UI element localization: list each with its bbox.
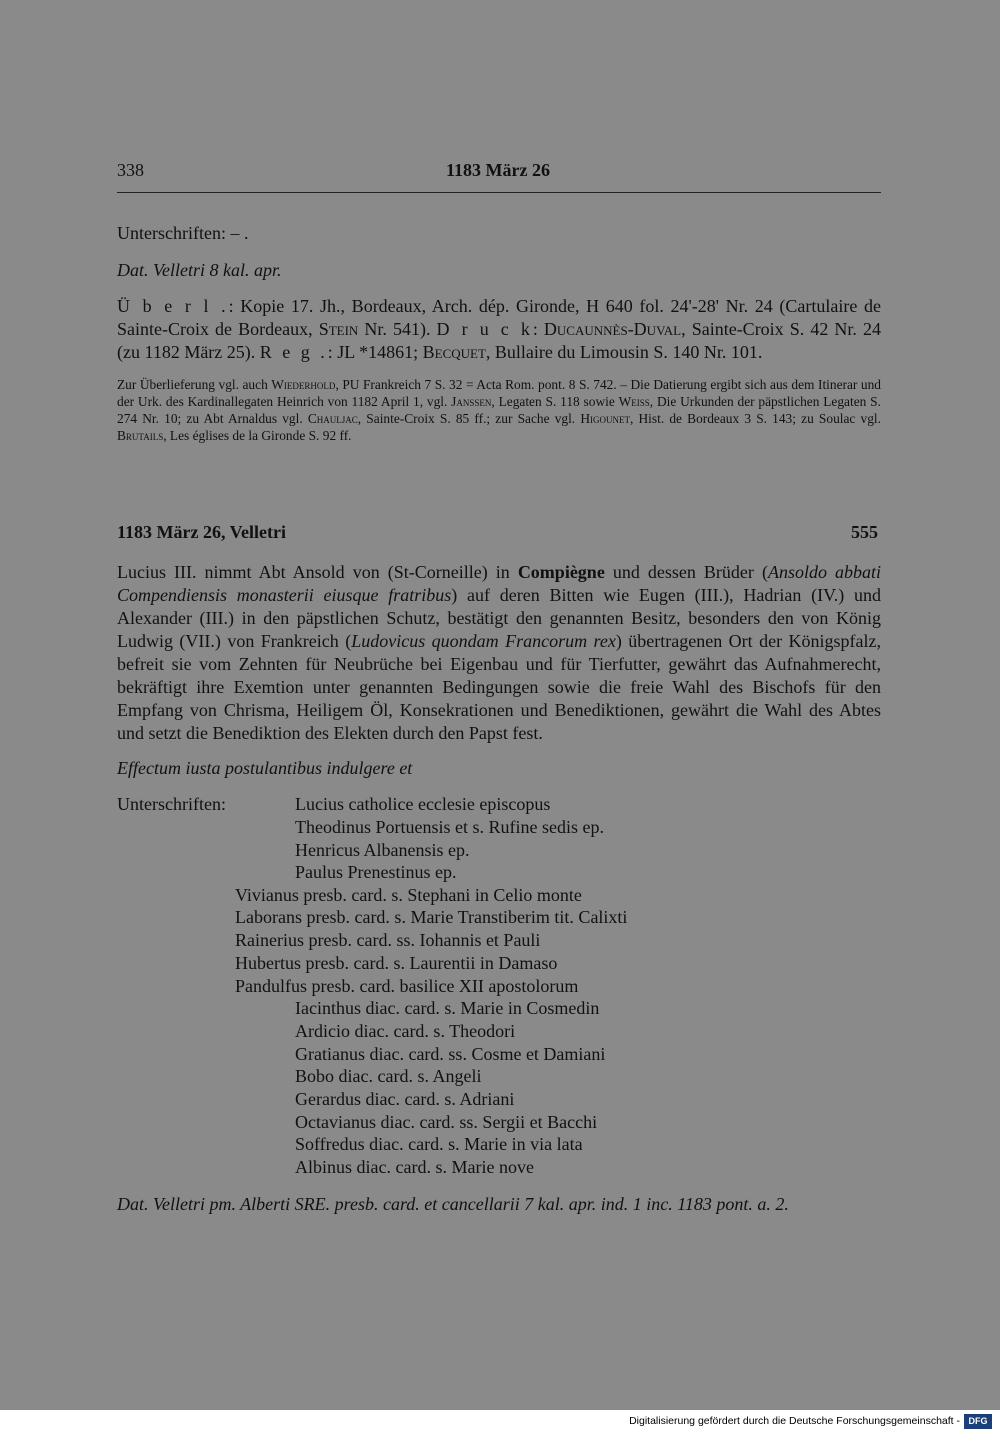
note-text-7: , Les églises de la Gironde S. 92 ff. — [163, 428, 352, 443]
uberl-label: Ü b e r l . — [117, 296, 229, 316]
subscription-line: Rainerius presb. card. ss. Iohannis et Pauli — [235, 930, 541, 950]
note-chauljac: Chauljac — [307, 411, 358, 426]
subscription-line: Iacinthus diac. card. s. Marie in Cosmedin — [295, 998, 600, 1018]
note-janssen: Janssen — [451, 394, 492, 409]
header-rule — [117, 192, 881, 193]
stein-ref: Stein — [318, 319, 359, 339]
becquet-ref: Becquet — [422, 342, 486, 362]
note-wiederhold: Wiederhold — [271, 377, 336, 392]
druck-label: D r u c k — [436, 319, 533, 339]
note-weiss: Weiss — [618, 394, 650, 409]
regest-quote-1: Ansoldo abbati Compendiensis monasterii eiusque fratribus — [117, 562, 881, 605]
subscription-line: Albinus diac. card. s. Marie nove — [295, 1157, 534, 1177]
note-brutails: Brutails — [117, 428, 164, 443]
prev-date-line: Dat. Velletri 8 kal. apr. — [117, 260, 282, 280]
footer-bar — [0, 1410, 1000, 1434]
subscription-line: Gerardus diac. card. s. Adriani — [295, 1089, 515, 1109]
note-text-5: , Sainte-Croix S. 85 ff.; zur Sache vgl. — [357, 411, 581, 426]
druck-text: , Sainte-Croix S. 42 Nr. 24 (zu 1182 März 25). — [117, 319, 881, 362]
regest-place: Compiègne — [517, 562, 605, 582]
subscription-line: Ardicio diac. card. s. Theodori — [295, 1021, 516, 1041]
page-number: 338 — [117, 160, 144, 180]
prev-subscriptions: Unterschriften: – . — [117, 223, 249, 243]
regest-text-2: und dessen Brüder ( — [604, 562, 768, 582]
reg-pre: : JL *14861; — [327, 342, 423, 362]
incipit: Effectum iusta postulantibus indulgere et — [117, 758, 413, 778]
note-text-2: , PU Frankreich 7 S. 32 = Acta Rom. pont. 8 S. 742. – Die Datierung ergibt sich aus dem Itinerar und der Urk. des Kardinallegaten Heinrich von 1182 April 1, vgl. — [117, 377, 882, 409]
reg-text: , Bullaire du Limousin S. 140 Nr. 101. — [485, 342, 763, 362]
regest-quote-2: Ludovicus quondam Francorum rex — [351, 631, 616, 651]
entry-heading: 1183 März 26, Velletri — [117, 522, 286, 542]
regest-text-4: ) übertragenen Ort der Königspfalz, befreit sie vom Zehnten für Neubrüche bei Eigenbau und für Tierfutter, gewährt das Aufnahmerecht, bekräftigt ihre Exemtion unter genannten Bedingungen sowie die freie Wahl des Bischofs für den Empfang von Chrisma, Heiligem Öl, Konsekrationen und Benediktionen, gewährt die Wahl des Abtes und setzt die Benediktion des Elekten durch den Papst fest. — [117, 631, 881, 743]
regest-paragraph — [117, 561, 881, 745]
note-text-4: , Die Urkunden der päpstlichen Legaten S. 274 Nr. 10; zu Abt Arnaldus vgl. — [117, 394, 881, 426]
running-title: 1183 März 26 — [446, 160, 550, 180]
subscription-line: Bobo diac. card. s. Angeli — [295, 1066, 482, 1086]
reg-label: R e g . — [259, 342, 328, 362]
note-higounet: Higounet — [580, 411, 630, 426]
footer-credit: Digitalisierung gefördert durch die Deutsche Forschungsgemeinschaft - — [629, 1415, 960, 1427]
subscription-line: Theodinus Portuensis et s. Rufine sedis ep. — [295, 817, 604, 837]
dfg-logo: DFG — [964, 1414, 992, 1429]
subscription-line: Laborans presb. card. s. Marie Transtiberim tit. Calixti — [235, 907, 628, 927]
subscription-line: Gratianus diac. card. ss. Cosme et Damiani — [295, 1044, 606, 1064]
note-text-1: Zur Überlieferung vgl. auch — [117, 377, 272, 392]
regest-text-3: ) auf deren Bitten wie Eugen (III.), Hadrian (IV.) und Alexander (III.) in den päpstlichen Schutz, bestätigt den genannten Besitz, besonders den von König Ludwig (VII.) von Frankreich ( — [117, 585, 882, 651]
subscription-line: Octavianus diac. card. ss. Sergii et Bacchi — [295, 1112, 598, 1132]
subscription-line: Paulus Prenestinus ep. — [295, 862, 457, 882]
regest-text-1: Lucius III. nimmt Abt Ansold von (St-Corneille) in — [117, 562, 518, 582]
stein-text: Nr. 541). — [358, 319, 431, 339]
subscription-line: Lucius catholice ecclesie episcopus — [295, 794, 551, 814]
subscription-line: Soffredus diac. card. s. Marie in via lata — [295, 1134, 583, 1154]
uberl-text: : Kopie 17. Jh., Bordeaux, Arch. dép. Gironde, H 640 fol. 24'-28' Nr. 24 (Cartulaire de Sainte-Croix de Bordeaux, — [117, 296, 882, 339]
subscription-line: Henricus Albanensis ep. — [295, 840, 470, 860]
transmission-paragraph — [117, 295, 881, 364]
subscription-line: Vivianus presb. card. s. Stephani in Celio monte — [235, 885, 582, 905]
entry-date-line: Dat. Velletri pm. Alberti SRE. presb. card. et cancellarii 7 kal. apr. ind. 1 inc. 1183 pont. a. 2. — [117, 1194, 789, 1214]
note-text-3: , Legaten S. 118 sowie — [491, 394, 619, 409]
note-text-6: , Hist. de Bordeaux 3 S. 143; zu Soulac vgl. — [630, 411, 881, 426]
subscriptions-label: Unterschriften: — [117, 794, 226, 814]
commentary-note — [117, 376, 881, 444]
subscription-line: Hubertus presb. card. s. Laurentii in Damaso — [235, 953, 558, 973]
ducaunnes-ref: Ducaunnès-Duval — [543, 319, 682, 339]
subscription-line: Pandulfus presb. card. basilice XII apostolorum — [235, 976, 579, 996]
druck-pre: : — [532, 319, 544, 339]
entry-number: 555 — [851, 522, 878, 542]
